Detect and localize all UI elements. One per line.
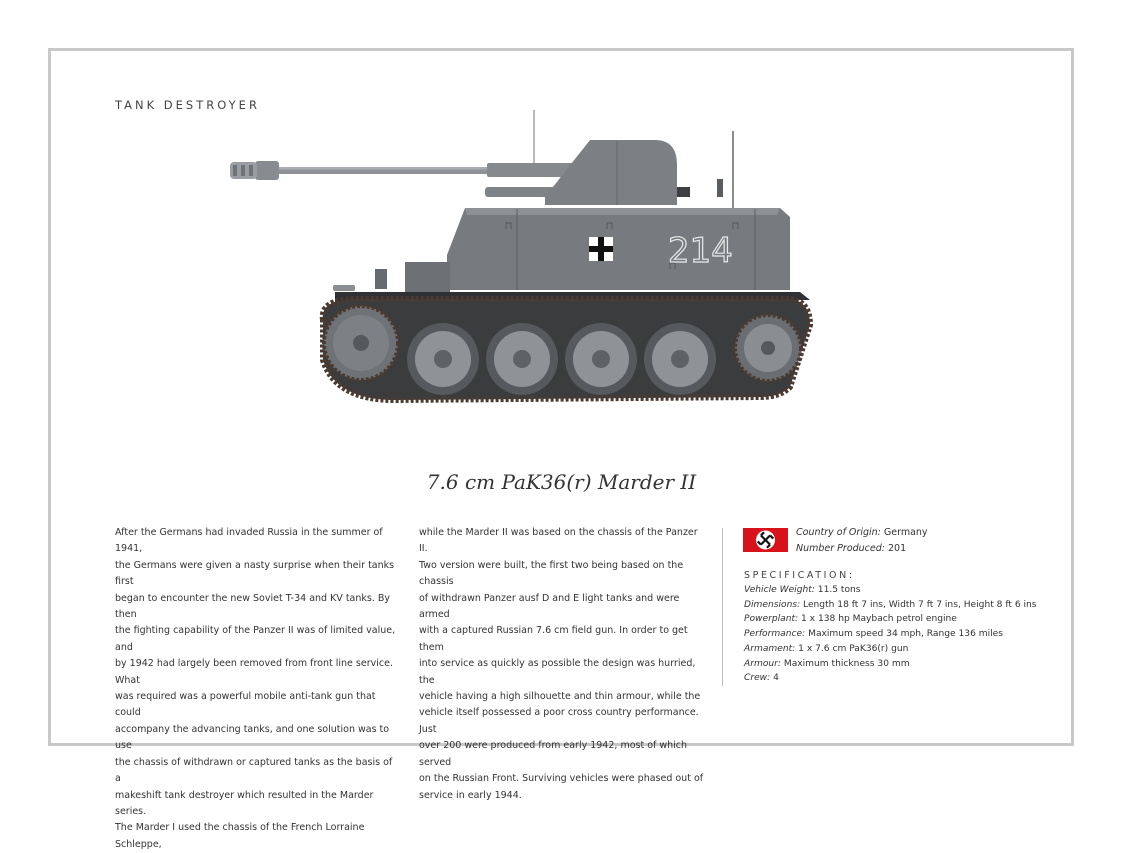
text-line: the Germans were given a nasty surprise when their tanks first [115,559,395,588]
text-line: The Marder I used the chassis of the French Lorraine Schleppe, [115,822,365,850]
text-line: on the Russian Front. Surviving vehicles were phased out of [419,773,704,785]
spec-row: Armament: 1 x 7.6 cm PaK36(r) gun [744,643,909,654]
hull [447,208,790,290]
national-flag-icon [743,528,788,552]
spec-row: Crew: 4 [744,673,779,684]
column-divider [722,528,723,686]
engine-deck [405,262,450,293]
tank-illustration [225,105,825,410]
spec-row: Dimensions: Length 18 ft 7 ins, Width 7 ft 7 ins, Height 8 ft 6 ins [744,599,1037,610]
category-label: TANK DESTROYER [115,98,260,112]
spec-row: Powerplant: 1 x 138 hp Maybach petrol engine [744,614,957,625]
spec-row: Vehicle Weight: 11.5 tons [744,585,861,595]
road-wheel [486,323,558,395]
text-line: the fighting capability of the Panzer II was of limited value, and [115,625,396,653]
text-line: After the Germans had invaded Russia in the summer of 1941, [115,527,383,555]
text-line: into service as quickly as possible the design was hurried, the [419,658,696,686]
description-column-2 [419,525,704,804]
muzzle-brake [255,161,279,180]
gun-shield [545,140,677,205]
origin-info [796,525,928,557]
text-line: with a captured Russian 7.6 cm field gun. In order to get them [419,625,688,653]
text-line: while the Marder II was based on the chassis of the Panzer II. [419,527,698,555]
text-line: accompany the advancing tanks, and one solution was to use [115,723,390,752]
drive-sprocket [324,306,398,380]
description-column-1 [115,525,400,853]
spec-row: Performance: Maximum speed 34 mph, Range 136 miles [744,629,1003,640]
periscope [717,179,723,197]
text-line: was required was a powerful mobile anti-tank gun that could [115,691,376,719]
spec-row: Armour: Maximum thickness 30 mm [744,658,910,669]
origin-country: Country of Origin: Germany [796,527,928,538]
text-line: over 200 were produced from early 1942, most of which served [419,740,688,768]
road-wheel [407,323,479,395]
text-line: service in early 1944. [419,789,522,801]
idler-wheel [735,315,801,381]
vehicle-title: 7.6 cm PaK36(r) Marder II [426,470,697,494]
road-wheel [644,323,716,395]
text-line: makeshift tank destroyer which resulted in the Marder series. [115,789,374,817]
text-line: the chassis of withdrawn or captured tanks as the basis of a [115,756,393,785]
text-line: Two version were built, the first two being based on the chassis [419,559,684,588]
text-line: vehicle itself possessed a poor cross country performance. Just [419,707,699,735]
text-line: began to encounter the new Soviet T-34 and KV tanks. By then [115,592,391,621]
balkenkreuz-icon [589,237,613,261]
text-line: by 1942 had largely been removed from front line service. What [115,658,393,686]
origin-produced: Number Produced: 201 [796,543,907,554]
vehicle-number: 214 [668,231,733,271]
gun [230,161,579,197]
specification-list [744,583,1037,686]
text-line: of withdrawn Panzer ausf D and E light tanks and were armed [419,592,680,621]
road-wheel [565,323,637,395]
text-line: vehicle having a high silhouette and thin armour, while the [419,691,701,703]
specification-heading: SPECIFICATION: [744,570,855,581]
